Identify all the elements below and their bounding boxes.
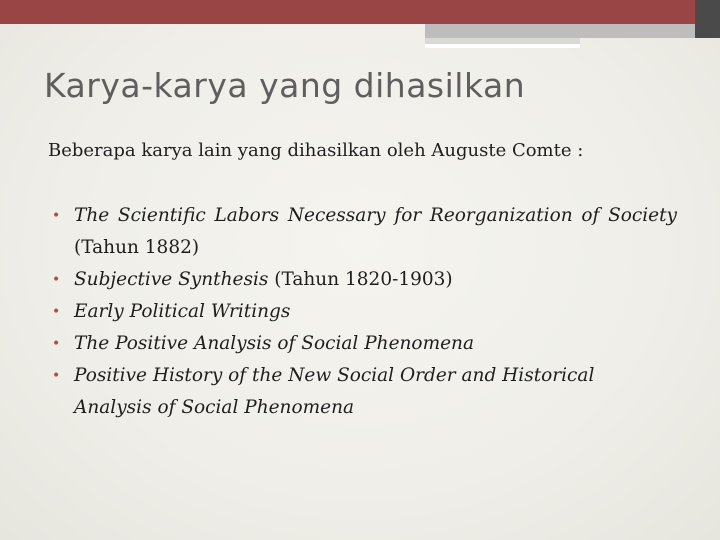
work-title: Positive History of the New Social Order and Historical Analysis of Social Phenomena	[74, 365, 595, 418]
intro-text: Beberapa karya lain yang dihasilkan oleh Auguste Comte :	[48, 140, 584, 161]
works-list	[52, 200, 677, 424]
header-corner-block	[695, 0, 720, 38]
list-item	[52, 360, 677, 424]
header-white-line	[425, 44, 580, 48]
work-title: The Scientific Labors Necessary for Reorganization of Society	[74, 205, 677, 226]
bullet-icon: •	[52, 336, 61, 352]
bullet-icon: •	[52, 272, 61, 288]
header-gray-bar	[425, 24, 695, 38]
work-title: The Positive Analysis of Social Phenomena	[74, 333, 474, 354]
header-accent-bar	[0, 0, 695, 24]
bullet-icon: •	[52, 208, 61, 224]
work-year: (Tahun 1882)	[74, 237, 200, 258]
slide-title: Karya-karya yang dihasilkan	[44, 66, 526, 105]
list-item	[52, 296, 677, 328]
work-title: Early Political Writings	[74, 301, 291, 322]
bullet-icon: •	[52, 368, 61, 384]
list-item	[52, 328, 677, 360]
work-year: (Tahun 1820-1903)	[268, 269, 453, 290]
list-item	[52, 264, 677, 296]
work-title: Subjective Synthesis	[74, 269, 269, 290]
bullet-icon: •	[52, 304, 61, 320]
list-item	[52, 200, 677, 264]
